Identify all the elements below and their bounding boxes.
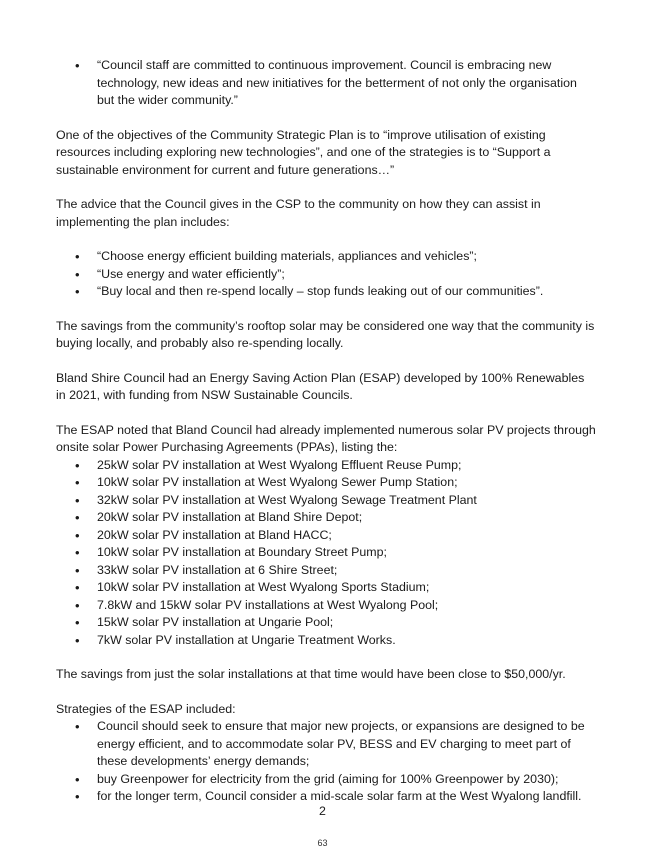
- document-number: 63: [317, 838, 328, 848]
- paragraph-esap: Bland Shire Council had an Energy Saving Action Plan (ESAP) developed by 100% Renewables in 2021, with funding from NSW Sustainable Councils.: [56, 370, 585, 402]
- page-number: 2: [319, 804, 326, 818]
- list-item: • 10kW solar PV installation at West Wyalong Sewer Pump Station;: [56, 474, 596, 492]
- strategies-list: [56, 718, 596, 806]
- list-item: • Council should seek to ensure that major new projects, or expansions are designed to be energy efficient, and to accommodate solar PV, BESS and EV charging to meet part of these developments’ energy demands;: [56, 718, 596, 771]
- list-item: • 25kW solar PV installation at West Wyalong Effluent Reuse Pump;: [56, 457, 596, 475]
- solar-installations-list: [56, 457, 596, 650]
- paragraph-esap-noted: The ESAP noted that Bland Council had already implemented numerous solar PV projects through onsite solar Power Purchasing Agreements (PPAs), listing the:: [56, 422, 596, 454]
- list-item: • 7kW solar PV installation at Ungarie Treatment Works.: [56, 632, 596, 650]
- advice-list: [56, 248, 596, 301]
- paragraph-csp-advice: The advice that the Council gives in the CSP to the community on how they can assist in implementing the plan includes:: [56, 197, 541, 229]
- list-item: • 32kW solar PV installation at West Wyalong Sewage Treatment Plant: [56, 492, 596, 510]
- paragraph-strategies: Strategies of the ESAP included:: [56, 701, 236, 716]
- list-item: • “Buy local and then re-spend locally – stop funds leaking out of our communities”.: [56, 283, 596, 301]
- list-item: • for the longer term, Council consider a mid-scale solar farm at the West Wyalong landfill.: [56, 788, 596, 806]
- list-item: • 10kW solar PV installation at Boundary Street Pump;: [56, 544, 596, 562]
- list-item: • 10kW solar PV installation at West Wyalong Sports Stadium;: [56, 579, 596, 597]
- list-item: • 20kW solar PV installation at Bland HACC;: [56, 527, 596, 545]
- list-item: • buy Greenpower for electricity from the grid (aiming for 100% Greenpower by 2030);: [56, 771, 596, 789]
- paragraph-rooftop-savings: The savings from the community’s rooftop solar may be considered one way that the community is buying locally, and probably also re-spending locally.: [56, 318, 595, 350]
- quote-list: [56, 57, 596, 110]
- list-item: • 7.8kW and 15kW solar PV installations at West Wyalong Pool;: [56, 597, 596, 615]
- list-item: • 33kW solar PV installation at 6 Shire Street;: [56, 562, 596, 580]
- list-item: • “Choose energy efficient building materials, appliances and vehicles”;: [56, 248, 596, 266]
- paragraph-csp-objectives: One of the objectives of the Community Strategic Plan is to “improve utilisation of existing resources including exploring new technologies”, and one of the strategies is to “Support a sustainable environment for current and future generations…”: [56, 127, 551, 177]
- list-item: • 20kW solar PV installation at Bland Shire Depot;: [56, 509, 596, 527]
- list-item: • “Use energy and water efficiently”;: [56, 266, 596, 284]
- quote-bullet: • “Council staff are committed to continuous improvement. Council is embracing new technology, new ideas and new initiatives for the betterment of not only the organisation but the wider community.”: [56, 57, 596, 110]
- paragraph-solar-savings: The savings from just the solar installations at that time would have been close to $50,000/yr.: [56, 667, 566, 681]
- document-page: [56, 57, 596, 806]
- list-item: • 15kW solar PV installation at Ungarie Pool;: [56, 614, 596, 632]
